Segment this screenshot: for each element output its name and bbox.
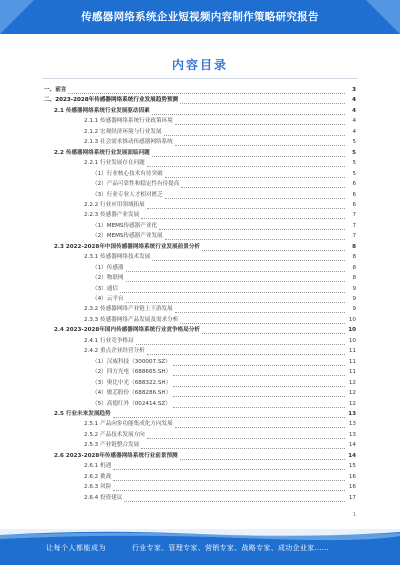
toc-leader-dots xyxy=(120,288,345,293)
report-footer xyxy=(0,529,400,565)
toc-leader-dots xyxy=(152,152,345,157)
toc-leader-dots xyxy=(165,173,345,178)
toc-entry-title: （3）行业专业人才相对匮乏 xyxy=(92,191,163,198)
toc-leader-dots xyxy=(113,486,345,491)
toc-entry-title: 2.6.4 投资建议 xyxy=(84,494,123,501)
toc-leader-dots xyxy=(175,423,345,428)
toc-entry-page: 7 xyxy=(352,233,356,240)
toc-entry-title: 2.1.2 宏观经济环境与行业发展 xyxy=(84,128,162,135)
toc-entry[interactable] xyxy=(44,253,356,261)
toc-entry[interactable] xyxy=(44,431,356,439)
toc-entry-title: （3）通信 xyxy=(92,285,118,292)
toc-entry[interactable] xyxy=(44,326,356,334)
toc-leader-dots xyxy=(165,194,345,199)
toc-leader-dots xyxy=(126,277,345,282)
toc-entry-title: 一、前言 xyxy=(44,87,67,93)
toc-leader-dots xyxy=(165,235,345,240)
toc-entry-title: （5）高德红外（002414.SZ） xyxy=(92,400,171,407)
toc-leader-dots xyxy=(173,403,345,408)
toc-leader-dots xyxy=(113,465,345,470)
report-title: 传感器网络系统企业短视频内容制作策略研究报告 xyxy=(81,11,319,23)
toc-leader-dots xyxy=(147,434,345,439)
toc-entry[interactable] xyxy=(44,149,356,157)
toc-entry[interactable] xyxy=(44,305,356,313)
toc-entry-page: 4 xyxy=(352,128,356,135)
toc-leader-dots xyxy=(152,110,345,115)
toc-leader-dots xyxy=(164,131,345,136)
toc-entry-page: 7 xyxy=(352,222,356,229)
toc-entry-title: （2）物联网 xyxy=(92,275,124,282)
toc-entry-page: 15 xyxy=(348,463,356,470)
toc-entry[interactable] xyxy=(44,86,356,94)
toc-entry[interactable] xyxy=(44,180,356,188)
toc-entry-page: 7 xyxy=(352,212,356,219)
toc-leader-dots xyxy=(68,89,345,94)
toc-entry-page: 8 xyxy=(352,264,356,271)
toc-entry-page: 16 xyxy=(348,473,356,480)
toc-entry-title: 2.5 行业未来发展趋势 xyxy=(54,410,111,417)
report-header xyxy=(0,0,400,34)
toc-entry-page: 9 xyxy=(352,306,356,313)
toc-entry-title: （1）MEMS传感器产业化 xyxy=(92,222,158,229)
toc-entry-page: 3 xyxy=(352,87,356,93)
toc-entry[interactable] xyxy=(44,494,356,502)
toc-entry-page: 13 xyxy=(348,410,356,417)
toc-entry-page: 8 xyxy=(352,243,356,250)
toc-entry-page: 16 xyxy=(348,484,356,491)
toc-entry[interactable] xyxy=(44,107,356,115)
toc-leader-dots xyxy=(202,329,345,334)
toc-entry-page: 8 xyxy=(352,275,356,282)
toc-leader-dots xyxy=(180,455,345,460)
toc-entry-title: 2.5.1 产品向多功能集成化方向发展 xyxy=(84,421,173,428)
toc-entry[interactable] xyxy=(44,138,356,146)
toc-leader-dots xyxy=(181,183,345,188)
toc-entry-page: 10 xyxy=(348,337,356,344)
toc-leader-dots xyxy=(180,319,345,324)
toc-divider xyxy=(42,78,358,79)
toc-entry[interactable] xyxy=(44,368,356,376)
toc-entry-title: （1）汉威科技（300007.SZ） xyxy=(92,358,171,365)
page-number: 1 xyxy=(352,512,356,518)
toc-entry-title: 2.6.1 机遇 xyxy=(84,463,112,470)
toc-entry[interactable] xyxy=(44,420,356,428)
toc-leader-dots xyxy=(152,256,345,261)
toc-entry[interactable] xyxy=(44,243,356,251)
toc-entry-title: 2.3.2 传感器网络产业链上下游发展 xyxy=(84,306,173,313)
toc-entry-title: 2.1 传感器网络系统行业发展驱动因素 xyxy=(54,107,150,114)
toc-entry[interactable] xyxy=(44,358,356,366)
toc-entry-title: （1）行业核心技术有待突破 xyxy=(92,170,163,177)
toc-leader-dots xyxy=(175,141,345,146)
toc-entry[interactable] xyxy=(44,483,356,491)
toc-entry[interactable] xyxy=(44,170,356,178)
toc-entry[interactable] xyxy=(44,201,356,209)
toc-entry-page: 11 xyxy=(348,369,356,376)
toc-entry-title: （2）产品可靠性和稳定性有待提高 xyxy=(92,181,180,188)
toc-leader-dots xyxy=(147,350,345,355)
toc-entry[interactable] xyxy=(44,274,356,282)
toc-entry-page: 14 xyxy=(348,452,356,459)
toc-entry-page: 6 xyxy=(352,201,356,208)
toc-entry-title: 2.6 2023-2028年传感器网络系统行业前景预测 xyxy=(54,452,178,459)
toc-entry-title: 2.1.3 社会需求推动传感器网络系统 xyxy=(84,139,173,146)
toc-entry-page: 10 xyxy=(348,316,356,323)
toc-entry[interactable] xyxy=(44,285,356,293)
toc-leader-dots xyxy=(141,214,345,219)
toc-entry-page: 5 xyxy=(352,160,356,167)
toc-entry[interactable] xyxy=(44,337,356,345)
toc-leader-dots xyxy=(175,308,345,313)
toc-entry-title: 2.3.1 传感器网络技术发展 xyxy=(84,254,151,261)
toc-entry-page: 13 xyxy=(348,431,356,438)
toc-entry-page: 12 xyxy=(348,390,356,397)
toc-entry-page: 4 xyxy=(352,118,356,125)
toc-entry-title: 2.6.2 挑战 xyxy=(84,473,112,480)
toc-entry[interactable] xyxy=(44,264,356,272)
toc-entry-page: 11 xyxy=(348,358,356,365)
toc-entry[interactable] xyxy=(44,452,356,460)
toc-entry-title: 2.4.2 重点企业经营分析 xyxy=(84,348,145,355)
toc-entry-title: 二、2023-2028年传感器网络系统行业发展趋势预测 xyxy=(44,97,179,104)
toc-entry[interactable] xyxy=(44,379,356,387)
toc-leader-dots xyxy=(113,413,345,418)
toc-entry[interactable] xyxy=(44,128,356,136)
toc-leader-dots xyxy=(173,371,345,376)
toc-entry-page: 8 xyxy=(352,254,356,261)
toc-leader-dots xyxy=(159,225,345,230)
toc-entry-title: 2.2.1 行业发展存在问题 xyxy=(84,160,145,167)
toc-entry-title: 2.3 2022-2028年中国传感器网络系统行业发展前景分析 xyxy=(54,243,201,250)
toc-entry-title: 2.5.3 产业链整合发展 xyxy=(84,442,140,449)
toc-entry-page: 5 xyxy=(352,149,356,156)
toc-entry-page: 5 xyxy=(352,170,356,177)
toc-leader-dots xyxy=(147,162,345,167)
toc-entry[interactable] xyxy=(44,211,356,219)
toc-entry[interactable] xyxy=(44,473,356,481)
toc-entry-title: 2.4 2023-2028年国内传感器网络系统行业竞争格局分析 xyxy=(54,327,201,334)
toc-leader-dots xyxy=(180,99,345,104)
toc-entry-title: （2）四方光电（688665.SH） xyxy=(92,369,172,376)
toc-entry-title: （4）云平台 xyxy=(92,296,124,302)
toc-entry-page: 10 xyxy=(348,327,356,334)
toc-entry[interactable] xyxy=(44,232,356,240)
toc-entry-page: 17 xyxy=(348,494,356,501)
table-of-contents xyxy=(44,86,356,506)
toc-entry[interactable] xyxy=(44,441,356,449)
toc-entry-page: 4 xyxy=(352,107,356,114)
toc-entry[interactable] xyxy=(44,117,356,125)
toc-entry-page: 12 xyxy=(348,379,356,386)
toc-entry-title: 2.2.2 行业应用领域拓展 xyxy=(84,201,145,208)
toc-leader-dots xyxy=(202,246,345,251)
toc-entry[interactable] xyxy=(44,295,356,303)
toc-entry[interactable] xyxy=(44,191,356,199)
toc-leader-dots xyxy=(113,476,345,481)
toc-entry-page: 6 xyxy=(352,181,356,188)
toc-leader-dots xyxy=(173,392,345,397)
toc-entry[interactable] xyxy=(44,96,356,104)
toc-entry[interactable] xyxy=(44,316,356,324)
toc-entry[interactable] xyxy=(44,347,356,355)
toc-leader-dots xyxy=(126,267,345,272)
toc-entry-page: 14 xyxy=(348,442,356,449)
toc-entry-page: 9 xyxy=(352,285,356,292)
toc-entry-title: 2.2 传感器网络系统行业发展面临问题 xyxy=(54,149,150,156)
toc-entry-title: （4）敏芯股份（688286.SH） xyxy=(92,390,172,397)
toc-entry-title: 2.3.3 传感器网络产品发展及需求分析 xyxy=(84,316,179,323)
toc-heading: 内容目录 xyxy=(171,58,228,72)
toc-entry[interactable] xyxy=(44,389,356,397)
toc-entry-page: 6 xyxy=(352,191,356,198)
toc-leader-dots xyxy=(126,298,345,303)
toc-entry[interactable] xyxy=(44,462,356,470)
toc-entry-title: （3）奥比中光（688322.SH） xyxy=(92,379,172,386)
toc-leader-dots xyxy=(141,444,345,449)
toc-entry[interactable] xyxy=(44,159,356,167)
toc-entry-title: 2.1.1 传感器网络系统行业政策环境 xyxy=(84,118,173,125)
toc-leader-dots xyxy=(173,382,345,387)
toc-entry-page: 4 xyxy=(352,97,356,104)
toc-entry[interactable] xyxy=(44,410,356,418)
toc-entry-title: 2.5.2 产品技术发展方向 xyxy=(84,431,145,438)
toc-leader-dots xyxy=(173,361,345,366)
toc-entry-title: （1）传感器 xyxy=(92,264,124,271)
toc-entry-page: 12 xyxy=(348,400,356,407)
toc-leader-dots xyxy=(136,340,345,345)
toc-leader-dots xyxy=(124,497,345,502)
footer-slogan-left: 让每个人都能成为 xyxy=(46,544,106,552)
toc-entry-page: 11 xyxy=(348,348,356,355)
toc-entry[interactable] xyxy=(44,222,356,230)
toc-leader-dots xyxy=(147,204,345,209)
toc-entry-title: 2.6.3 风险 xyxy=(84,484,112,491)
toc-entry[interactable] xyxy=(44,400,356,408)
toc-entry-title: 2.2.3 传感器产业发展 xyxy=(84,212,140,219)
footer-slogan-right: 行业专家、管理专家、营销专家、战略专家、成功企业家…… xyxy=(132,544,330,552)
toc-leader-dots xyxy=(175,120,345,125)
toc-entry-title: （2）MEMS传感器产业发展 xyxy=(92,233,163,240)
toc-entry-page: 13 xyxy=(348,421,356,428)
toc-entry-title: 2.4.1 行业竞争格局 xyxy=(84,337,134,344)
toc-entry-page: 5 xyxy=(352,139,356,146)
toc-entry-page: 9 xyxy=(352,296,356,302)
